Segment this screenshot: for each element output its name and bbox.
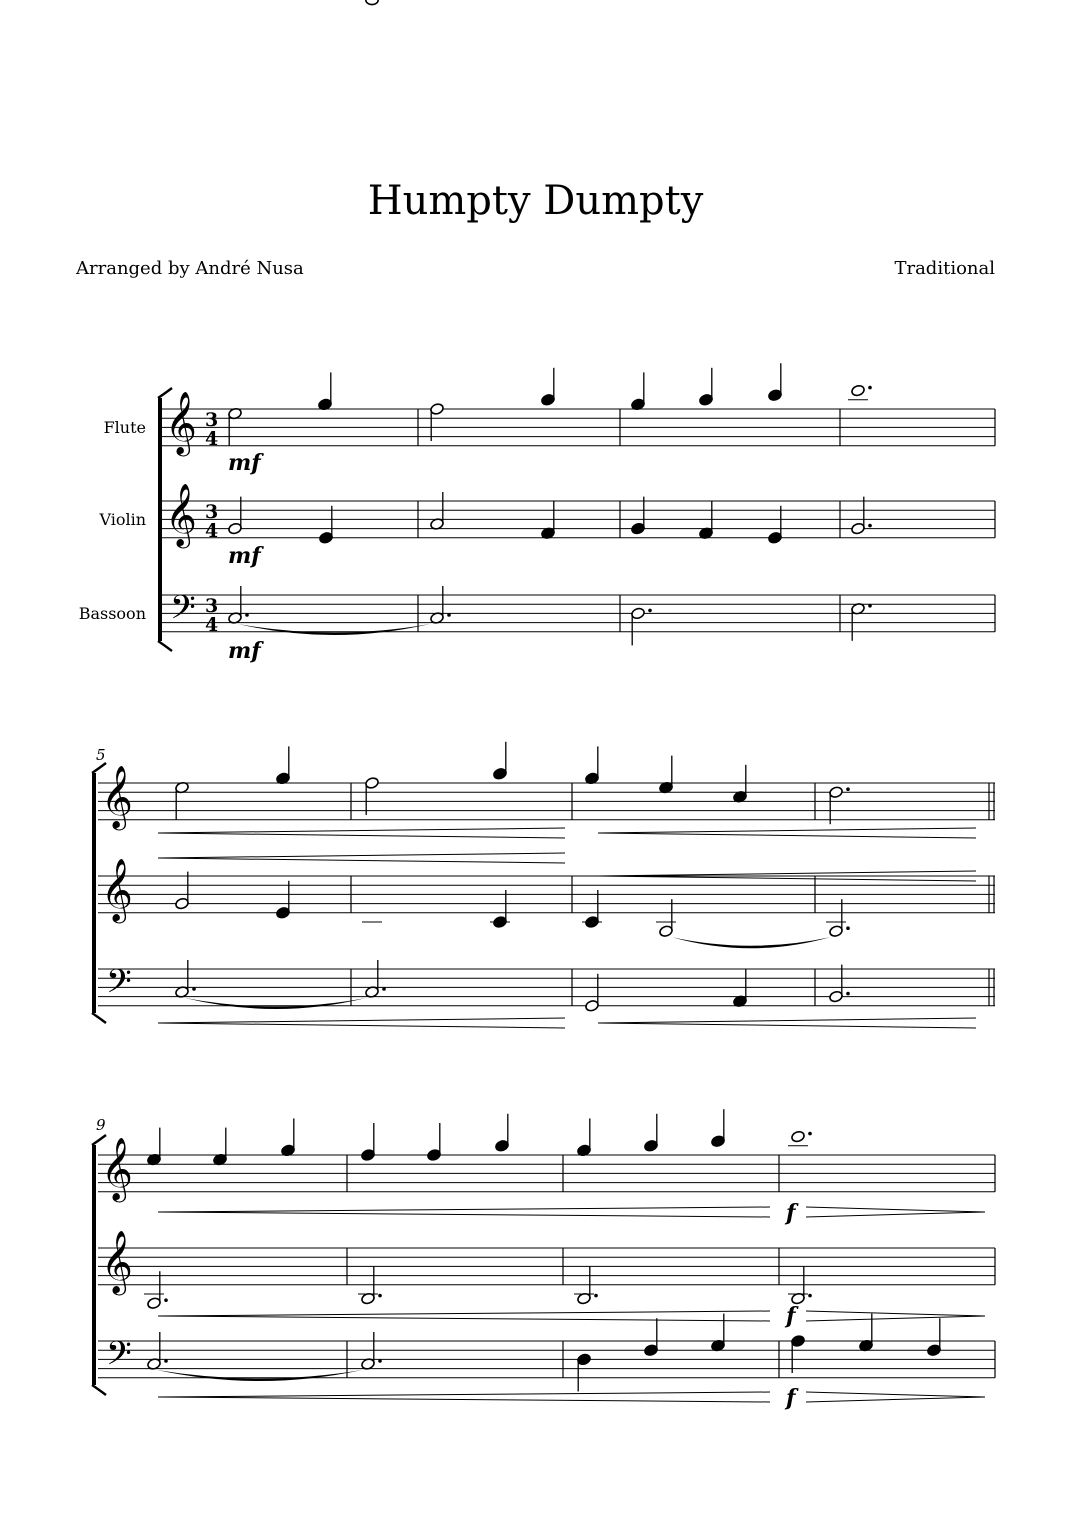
decrescendo-hairpin: [806, 1311, 985, 1316]
instrument-label-violin: Violin: [99, 510, 146, 529]
measure-number: 5: [96, 746, 106, 764]
augmentation-dot: [868, 524, 872, 528]
treble-clef-icon: 𝄞: [101, 858, 133, 921]
time-signature-bottom: 4: [205, 520, 219, 542]
bass-clef-icon: 𝄢: [170, 589, 196, 635]
crescendo-hairpin: [598, 1023, 976, 1028]
treble-clef-icon: 𝄞: [101, 1137, 133, 1200]
crescendo-hairpin: [598, 871, 976, 876]
crescendo-hairpin: [158, 1207, 770, 1212]
dynamic-marking: mf: [228, 450, 261, 476]
treble-clef-icon: 𝄞: [101, 765, 133, 828]
time-signature-top: 3: [205, 501, 219, 523]
treble-clef-icon: 𝄞: [101, 1230, 133, 1293]
crescendo-hairpin: [158, 1397, 770, 1402]
decrescendo-hairpin: [806, 1316, 985, 1321]
augmentation-dot: [846, 992, 850, 996]
notehead: [791, 1130, 806, 1143]
augmentation-dot: [378, 1359, 382, 1363]
treble-clef-icon: 𝄞: [165, 391, 197, 454]
augmentation-dot: [382, 987, 386, 991]
augmentation-dot: [868, 604, 872, 608]
crescendo-hairpin: [158, 1018, 565, 1023]
notehead: [851, 384, 866, 397]
augmentation-dot: [192, 987, 196, 991]
decrescendo-hairpin: [806, 1212, 985, 1217]
treble-clef-icon: 𝄞: [165, 483, 197, 546]
crescendo-hairpin: [158, 833, 565, 838]
augmentation-dot: [164, 1298, 168, 1302]
tie: [672, 937, 830, 948]
composer-credit: Traditional: [894, 258, 995, 279]
notehead: [366, 0, 378, 5]
crescendo-hairpin: [158, 1023, 565, 1028]
crescendo-hairpin: [158, 858, 565, 863]
crescendo-hairpin: [598, 1018, 976, 1023]
measure-number: 9: [96, 1116, 106, 1134]
tie: [185, 998, 366, 1009]
crescendo-hairpin: [158, 853, 565, 858]
crescendo-hairpin: [598, 828, 976, 833]
augmentation-dot: [846, 787, 850, 791]
crescendo-hairpin: [158, 1316, 770, 1321]
crescendo-hairpin: [158, 1212, 770, 1217]
crescendo-hairpin: [158, 828, 565, 833]
dynamic-marking: mf: [228, 543, 261, 569]
augmentation-dot: [868, 386, 872, 390]
augmentation-dot: [245, 613, 249, 617]
dynamic-marking: mf: [228, 638, 261, 664]
crescendo-hairpin: [598, 833, 976, 838]
system-bracket: [92, 773, 96, 1013]
score-title: Humpty Dumpty: [367, 178, 704, 224]
bracket-hook: [158, 641, 172, 651]
arranger-credit: Arranged by André Nusa: [76, 258, 304, 279]
system-bracket: [158, 398, 162, 641]
time-signature-bottom: 4: [205, 614, 219, 636]
augmentation-dot: [164, 1359, 168, 1363]
instrument-label-bassoon: Bassoon: [78, 604, 146, 623]
dynamic-marking: f: [786, 1200, 796, 1226]
dynamic-marking: f: [786, 1303, 796, 1329]
tie: [238, 624, 430, 635]
augmentation-dot: [594, 1294, 598, 1298]
bass-clef-icon: 𝄢: [106, 963, 132, 1009]
time-signature-top: 3: [205, 409, 219, 431]
augmentation-dot: [447, 613, 451, 617]
bracket-hook: [92, 1385, 106, 1395]
decrescendo-hairpin: [806, 1207, 985, 1212]
bracket-hook: [92, 1013, 106, 1023]
augmentation-dot: [808, 1132, 812, 1136]
crescendo-hairpin: [158, 1311, 770, 1316]
time-signature-bottom: 4: [205, 428, 219, 450]
decrescendo-hairpin: [806, 1392, 985, 1397]
augmentation-dot: [648, 609, 652, 613]
augmentation-dot: [808, 1294, 812, 1298]
dynamic-marking: f: [786, 1385, 796, 1411]
decrescendo-hairpin: [806, 1397, 985, 1402]
time-signature-top: 3: [205, 595, 219, 617]
bass-clef-icon: 𝄢: [106, 1335, 132, 1381]
augmentation-dot: [846, 926, 850, 930]
tie: [157, 1370, 362, 1381]
crescendo-hairpin: [158, 1392, 770, 1397]
system-bracket: [92, 1145, 96, 1385]
augmentation-dot: [378, 1294, 382, 1298]
crescendo-hairpin: [598, 876, 976, 881]
instrument-label-flute: Flute: [103, 418, 146, 437]
